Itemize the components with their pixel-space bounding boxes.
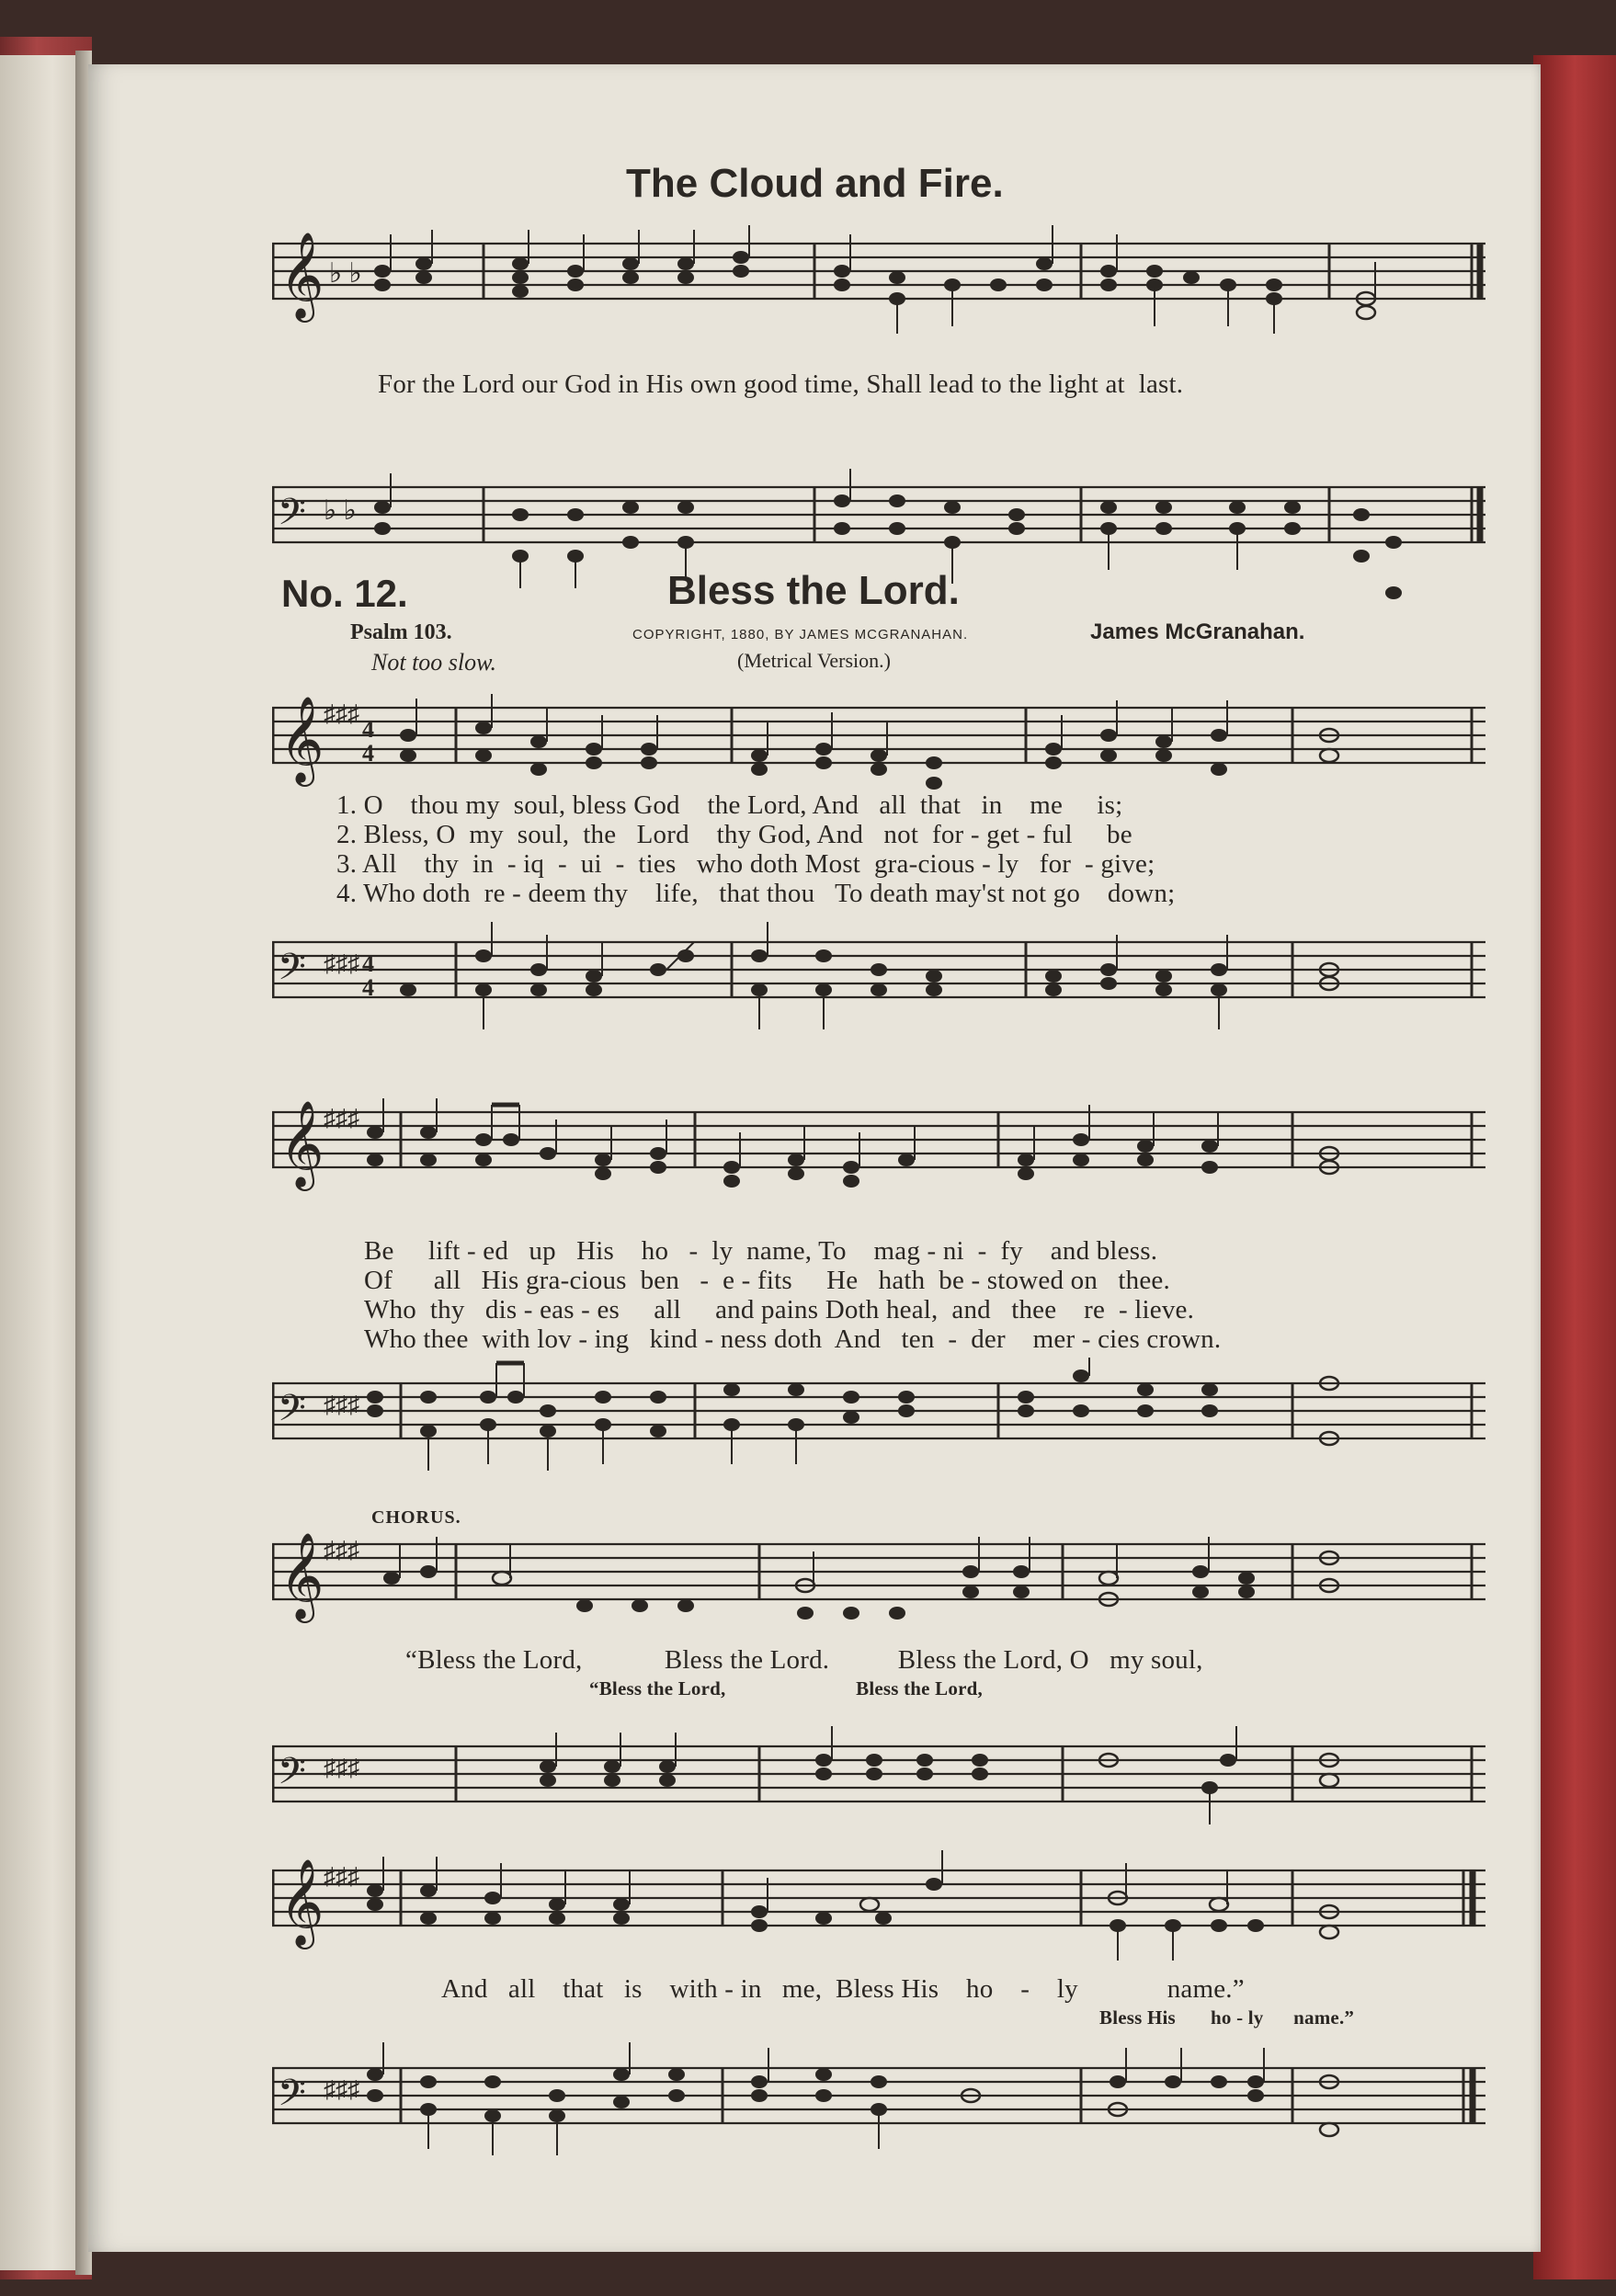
chorus-label: CHORUS. [371, 1507, 461, 1528]
svg-text:♭ ♭: ♭ ♭ [329, 258, 362, 289]
svg-text:♯♯♯: ♯♯♯ [324, 1755, 359, 1781]
verse-lyric-line-3a: 3. All thy in - iq - ui - ties who doth Most gra-cious - ly for - give; [336, 849, 1155, 879]
svg-text:𝄞: 𝄞 [279, 1858, 324, 1946]
svg-text:♯♯♯: ♯♯♯ [324, 1863, 359, 1890]
svg-text:♭ ♭: ♭ ♭ [324, 495, 357, 526]
book-cover-edge [1533, 55, 1616, 2279]
verse-bass-staff-2 [272, 1356, 1485, 1494]
verse-treble-staff-1 [272, 680, 1485, 809]
svg-text:𝄞: 𝄞 [279, 696, 324, 783]
verse-lyric-line-2a: 2. Bless, O my soul, the Lord thy God, And not for - get - ful be [336, 820, 1132, 849]
svg-text:4: 4 [362, 950, 374, 977]
svg-text:𝄢: 𝄢 [278, 2072, 306, 2123]
composer-name: James McGranahan. [1090, 619, 1305, 644]
svg-text:𝄢: 𝄢 [278, 491, 306, 542]
svg-text:♯♯♯: ♯♯♯ [324, 950, 359, 977]
verse-lyric-line-1b: Be lift - ed up His ho - ly name, To mag - ni - fy and bless. [364, 1236, 1158, 1266]
svg-text:♯♯♯: ♯♯♯ [324, 1537, 359, 1563]
version-note: (Metrical Version.) [737, 649, 891, 672]
tempo-marking: Not too slow. [371, 649, 497, 676]
chorus-treble-staff-2 [272, 1843, 1485, 1972]
svg-text:𝄞: 𝄞 [279, 1532, 324, 1620]
svg-text:𝄢: 𝄢 [278, 1750, 306, 1802]
svg-text:♯♯♯: ♯♯♯ [324, 2076, 359, 2103]
svg-text:4: 4 [362, 974, 374, 1001]
verse-lyric-line-2b: Of all His gra-cious ben - e - fits He hath be - stowed on thee. [364, 1266, 1170, 1295]
chorus-lyric-2-alto: Bless His ho - ly name.” [1099, 2006, 1355, 2029]
verse-lyric-line-4a: 4. Who doth re - deem thy life, that thou To death may'st not go down; [336, 879, 1176, 908]
svg-text:♯♯♯: ♯♯♯ [324, 700, 359, 727]
verse-lyric-line-1a: 1. O thou my soul, bless God the Lord, And all that in me is; [336, 790, 1123, 820]
svg-text:♯♯♯: ♯♯♯ [324, 1392, 359, 1418]
chorus-treble-staff-1 [272, 1517, 1485, 1645]
hymnal-page [88, 64, 1541, 2252]
psalm-reference: Psalm 103. [350, 620, 452, 644]
chorus-lyric-2: And all that is with - in me, Bless His ho - ly name.” [441, 1974, 1245, 2004]
copyright-notice: COPYRIGHT, 1880, BY JAMES MCGRANAHAN. [632, 627, 969, 642]
prev-hymn-title: The Cloud and Fire. [626, 161, 1004, 206]
hymn-title: Bless the Lord. [667, 568, 960, 613]
hymn-number: No. 12. [281, 572, 408, 615]
svg-text:4: 4 [362, 716, 374, 743]
svg-text:𝄞: 𝄞 [279, 232, 324, 319]
chorus-lyric-1: “Bless the Lord, Bless the Lord. Bless the Lord, O my soul, [405, 1645, 1203, 1675]
left-page-edge [0, 55, 87, 2270]
svg-text:𝄢: 𝄢 [278, 1387, 306, 1438]
chorus-lyric-1-alto: “Bless the Lord, Bless the Lord, [589, 1677, 983, 1699]
svg-text:♯♯♯: ♯♯♯ [324, 1105, 359, 1131]
verse-bass-staff-1 [272, 915, 1485, 1052]
svg-text:𝄞: 𝄞 [279, 1100, 324, 1188]
svg-text:4: 4 [362, 740, 374, 767]
verse-lyric-line-4b: Who thee with lov - ing kind - ness doth And ten - der mer - cies crown. [364, 1324, 1222, 1354]
prev-hymn-lyric: For the Lord our God in His own good time, Shall lead to the light at last. [378, 369, 1184, 399]
verse-lyric-line-3b: Who thy dis - eas - es all and pains Doth heal, and thee re - lieve. [364, 1295, 1195, 1324]
verse-treble-staff-2 [272, 1085, 1485, 1213]
chorus-bass-staff-2 [272, 2040, 1485, 2178]
svg-text:𝄢: 𝄢 [278, 946, 306, 997]
chorus-bass-staff-1 [272, 1719, 1485, 1829]
